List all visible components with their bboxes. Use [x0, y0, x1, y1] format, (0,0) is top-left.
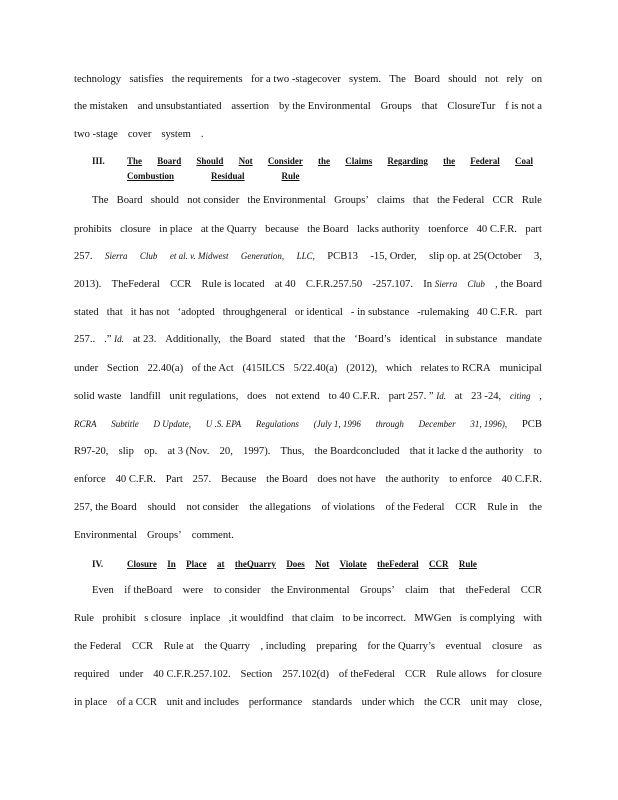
text-segment	[510, 392, 531, 403]
text-segment: 23 -24,	[471, 391, 502, 402]
heading-word: the	[443, 156, 456, 166]
text-segment: 22.40(a)	[147, 363, 184, 374]
citation-italic: LLC,	[296, 251, 315, 261]
text-segment: toenforce	[428, 224, 469, 235]
text-segment: the	[528, 502, 542, 513]
text-segment: not consider	[186, 502, 239, 513]
text-segment: -15, Order,	[370, 251, 417, 262]
citation-italic: Sierra	[434, 279, 458, 289]
text-segment: f is not a	[505, 101, 542, 112]
text-segment: were	[182, 585, 204, 596]
text-segment: Because	[221, 474, 257, 485]
text-line	[74, 130, 542, 141]
text-segment: as	[533, 641, 542, 652]
text-segment: assertion	[231, 101, 270, 112]
text-segment: the Board	[307, 224, 349, 235]
text-segment: performance	[248, 697, 303, 708]
citation-italic: Sierra	[104, 251, 128, 261]
text-segment: that	[412, 195, 429, 206]
text-line	[74, 475, 542, 486]
heading-word: Regarding	[387, 156, 428, 166]
citation-italic: Regulations	[255, 419, 299, 429]
text-segment	[105, 252, 128, 263]
text-segment: close,	[517, 697, 542, 708]
text-segment: does not have	[317, 474, 376, 485]
text-segment: Section	[240, 669, 273, 680]
text-segment	[74, 420, 97, 431]
text-segment: claims	[377, 195, 405, 206]
text-segment: in place	[74, 697, 108, 708]
text-segment: mandate	[506, 334, 542, 345]
text-segment: 40 C.F.R.257.102.	[153, 669, 231, 680]
text-segment: Section	[106, 363, 139, 374]
text-segment	[470, 420, 507, 431]
text-segment: R97-20,	[74, 446, 109, 457]
text-segment: if theBoard	[124, 585, 173, 596]
text-segment: -rulemaking	[417, 307, 469, 318]
text-segment: standards	[311, 697, 352, 708]
heading-word: theFederal	[377, 559, 419, 569]
text-line	[74, 102, 542, 113]
text-line	[92, 586, 542, 597]
heading-word: Combustion	[127, 171, 175, 181]
text-segment: closure	[120, 224, 151, 235]
text-segment: inplace	[189, 613, 221, 624]
text-line	[74, 280, 542, 291]
text-line	[74, 447, 542, 458]
text-segment: comment.	[191, 530, 234, 541]
text-segment: Even	[92, 585, 114, 596]
text-segment: the Environmental	[270, 585, 350, 596]
text-segment: system.	[348, 74, 382, 85]
text-segment: the Board	[266, 474, 308, 485]
heading-word: at	[217, 559, 225, 569]
text-segment: should	[147, 502, 176, 513]
text-segment: relates to RCRA	[420, 363, 491, 374]
text-segment: CCR	[170, 279, 192, 290]
text-segment: theFederal	[465, 585, 511, 596]
text-segment: that	[106, 307, 123, 318]
text-segment: at the Quarry	[200, 224, 257, 235]
text-segment: in substance	[445, 334, 498, 345]
heading-word: Consider	[267, 156, 303, 166]
text-segment: ClosureTur	[447, 101, 496, 112]
citation-italic: through	[375, 419, 404, 429]
text-line	[74, 698, 542, 709]
text-segment: two -stage	[74, 129, 118, 140]
citation-italic: D Update,	[153, 419, 192, 429]
text-segment: Rule allows	[436, 669, 487, 680]
text-segment: 257.102(d)	[282, 669, 330, 680]
text-segment: the Federal	[436, 195, 485, 206]
text-segment: enforce	[74, 474, 106, 485]
text-segment: 40 C.F.R.	[115, 474, 156, 485]
text-segment: on	[531, 74, 542, 85]
text-segment: CCR	[520, 585, 542, 596]
text-segment: the Boardconcluded	[314, 446, 400, 457]
text-segment: (415ILCS	[242, 363, 285, 374]
text-segment: Additionally,	[165, 334, 221, 345]
text-segment: part	[525, 224, 542, 235]
text-segment: Part	[165, 474, 183, 485]
text-segment	[154, 420, 192, 431]
text-segment	[297, 252, 315, 263]
text-segment: 40 C.F.R.	[477, 307, 518, 318]
text-segment: Rule in	[487, 502, 519, 513]
text-segment: stated	[74, 307, 99, 318]
text-segment: Rule is located	[201, 279, 265, 290]
heading-word: Federal	[470, 156, 500, 166]
text-line	[74, 308, 542, 319]
citation-italic: et al. v. Midwest	[169, 251, 229, 261]
text-segment: does	[247, 391, 267, 402]
text-segment: Board	[414, 74, 440, 85]
citation-italic: Club	[467, 279, 485, 289]
text-segment: 257.	[192, 474, 212, 485]
text-segment: Groups	[380, 101, 412, 112]
heading-word: Residual	[211, 171, 245, 181]
text-segment: claim	[405, 585, 429, 596]
text-segment: ,it wouldfind	[228, 613, 284, 624]
text-segment: prohibit	[102, 613, 136, 624]
text-segment: the authority	[385, 474, 440, 485]
text-line	[74, 420, 542, 431]
section-heading-continued	[127, 172, 300, 181]
text-segment: preparing	[316, 641, 357, 652]
text-segment: Groups’	[334, 195, 369, 206]
text-segment: eventual	[445, 641, 482, 652]
heading-word: Not	[315, 559, 330, 569]
text-segment	[419, 420, 456, 431]
text-segment: 40 C.F.R.	[476, 224, 517, 235]
text-segment: the Board	[229, 334, 272, 345]
text-segment: , the Board	[495, 279, 542, 290]
citation-italic: Id.	[436, 391, 446, 401]
text-segment: Environmental	[74, 530, 137, 541]
text-segment: 1997).	[243, 446, 271, 457]
text-segment: landfill	[130, 391, 161, 402]
heading-word: Violate	[339, 559, 367, 569]
text-segment: The	[92, 195, 109, 206]
section-heading	[127, 560, 477, 569]
text-segment: to be incorrect.	[342, 613, 407, 624]
citation-italic: Subtitle	[111, 419, 139, 429]
text-segment: at 23.	[132, 334, 157, 345]
text-line	[74, 225, 542, 236]
text-segment: at	[454, 391, 463, 402]
text-segment: unit and includes	[166, 697, 240, 708]
section-number: III.	[92, 156, 105, 166]
text-segment: lacks authority	[357, 224, 420, 235]
text-segment: unit regulations,	[169, 391, 239, 402]
heading-word: Does	[286, 559, 305, 569]
text-line	[74, 364, 542, 375]
text-segment: op.	[144, 446, 158, 457]
text-segment: required	[74, 669, 110, 680]
text-segment: Rule	[521, 195, 542, 206]
text-segment: 5/22.40(a)	[293, 363, 338, 374]
text-segment: .	[200, 129, 204, 140]
text-segment: technology	[74, 74, 122, 85]
text-segment: 257, the Board	[74, 502, 137, 513]
text-line	[74, 75, 542, 86]
text-segment: Groups’	[360, 585, 395, 596]
citation-italic: Generation,	[240, 251, 285, 261]
text-segment: under	[119, 669, 144, 680]
text-segment: stated	[280, 334, 305, 345]
citation-italic: December	[418, 419, 456, 429]
text-segment: the Federal	[74, 641, 122, 652]
text-segment	[467, 280, 485, 291]
text-segment: ‘adopted	[177, 307, 215, 318]
text-segment: for the Quarry’s	[367, 641, 436, 652]
text-line	[74, 335, 542, 346]
text-line	[74, 531, 542, 542]
text-segment: -257.107.	[372, 279, 413, 290]
text-segment: the Quarry	[204, 641, 250, 652]
text-segment: - in substance	[350, 307, 410, 318]
heading-word: Place	[186, 559, 207, 569]
text-segment: should	[448, 74, 477, 85]
text-segment: unit may	[470, 697, 508, 708]
text-segment	[206, 420, 241, 431]
text-segment: CCR	[492, 195, 514, 206]
text-segment: that the	[313, 334, 346, 345]
text-segment: MWGen	[414, 613, 452, 624]
text-segment: the mistaken	[74, 101, 128, 112]
text-segment: under	[74, 363, 99, 374]
text-segment: to consider	[213, 585, 261, 596]
text-segment: PCB	[521, 419, 542, 430]
heading-word: theQuarry	[234, 559, 276, 569]
text-segment: of violations	[321, 502, 375, 513]
text-segment	[170, 252, 229, 263]
text-segment: 257.	[74, 251, 93, 262]
text-segment: by the Environmental	[278, 101, 371, 112]
text-segment: part	[525, 307, 542, 318]
text-segment: 3,	[533, 251, 542, 262]
text-segment: identical	[399, 334, 437, 345]
text-segment	[140, 252, 158, 263]
text-segment: CCR	[455, 502, 477, 513]
text-segment: the Environmental	[247, 195, 326, 206]
text-segment: slip op. at 25(October	[429, 251, 522, 262]
text-segment: 2013).	[74, 279, 102, 290]
text-segment: , including	[260, 641, 306, 652]
text-segment: slip	[118, 446, 134, 457]
text-line	[74, 503, 542, 514]
text-segment: at 3 (Nov.	[167, 446, 210, 457]
section-heading	[127, 157, 533, 166]
text-segment: Rule at	[163, 641, 194, 652]
citation-italic: Club	[139, 251, 158, 261]
text-segment: in place	[159, 224, 193, 235]
text-segment: closure	[491, 641, 523, 652]
heading-word: Claims	[345, 156, 373, 166]
citation-italic: citing	[509, 391, 531, 401]
text-segment: and unsubstantiated	[137, 101, 222, 112]
text-segment: cover	[127, 129, 152, 140]
text-segment: system	[161, 129, 191, 140]
citation-italic: RCRA	[74, 419, 97, 429]
text-segment: In Sierra	[423, 279, 458, 290]
text-segment: CCR	[404, 669, 427, 680]
text-segment: TheFederal	[111, 279, 160, 290]
text-segment: prohibits	[74, 224, 112, 235]
heading-word: the	[318, 156, 331, 166]
text-segment: to enforce	[449, 474, 492, 485]
text-segment: not extend	[275, 391, 320, 402]
heading-word: The	[127, 156, 143, 166]
text-segment: not consider	[187, 195, 240, 206]
heading-word: In	[167, 559, 176, 569]
text-segment: .” Id.	[104, 334, 124, 345]
text-line	[74, 252, 542, 263]
text-segment: Rule	[74, 613, 95, 624]
text-segment	[256, 420, 299, 431]
text-segment: under which	[361, 697, 415, 708]
text-segment: Groups’	[146, 530, 182, 541]
text-line	[74, 392, 542, 403]
text-line	[74, 670, 542, 681]
text-segment: which	[385, 363, 412, 374]
text-segment: ‘Board’s	[354, 334, 391, 345]
heading-word: Board	[157, 156, 182, 166]
text-line	[74, 614, 542, 625]
citation-italic: U .S. EPA	[205, 419, 242, 429]
text-segment: that claim	[291, 613, 334, 624]
text-segment	[111, 420, 139, 431]
text-segment: Board	[116, 195, 143, 206]
heading-word: Not	[238, 156, 253, 166]
section-number: IV.	[92, 559, 104, 569]
text-segment: of a CCR	[116, 697, 157, 708]
text-segment: or identical	[294, 307, 343, 318]
text-segment: 40 C.F.R.	[501, 474, 542, 485]
text-segment: of the Act	[191, 363, 234, 374]
text-segment: for closure	[496, 669, 542, 680]
text-segment: CCR	[131, 641, 154, 652]
text-segment: Thus,	[280, 446, 305, 457]
citation-italic: Id.	[114, 334, 124, 344]
text-segment: ,	[539, 391, 542, 402]
heading-word: Rule	[458, 559, 477, 569]
heading-word: CCR	[429, 559, 449, 569]
text-segment: should	[150, 195, 179, 206]
text-line	[74, 642, 542, 653]
citation-italic: 31, 1996),	[470, 419, 508, 429]
text-segment: the requirements	[171, 74, 243, 85]
text-segment: 257..	[74, 334, 96, 345]
text-segment	[376, 420, 404, 431]
text-segment: to 40 C.F.R.	[328, 391, 380, 402]
text-segment: with	[523, 613, 542, 624]
heading-word: Closure	[127, 559, 157, 569]
heading-word: Should	[196, 156, 224, 166]
text-segment: not	[484, 74, 499, 85]
citation-italic: (July 1, 1996	[313, 419, 361, 429]
text-segment: 20,	[219, 446, 233, 457]
text-segment: because	[265, 224, 299, 235]
text-segment: (2012),	[346, 363, 378, 374]
text-segment: for a two -stagecover	[250, 74, 341, 85]
text-segment: is complying	[459, 613, 515, 624]
text-segment: municipal	[499, 363, 542, 374]
text-segment: throughgeneral	[222, 307, 287, 318]
text-segment: of the Federal	[385, 502, 445, 513]
text-segment: C.F.R.257.50	[305, 279, 363, 290]
heading-word: Coal	[514, 156, 533, 166]
text-segment: The	[389, 74, 406, 85]
text-segment: rely	[506, 74, 524, 85]
text-line	[92, 196, 542, 207]
text-segment: that it lacke d the authority	[409, 446, 524, 457]
text-segment	[241, 252, 284, 263]
text-segment: that	[439, 585, 456, 596]
text-segment: satisfies	[129, 74, 164, 85]
text-segment: to	[533, 446, 542, 457]
text-segment: s closure	[144, 613, 182, 624]
text-segment: part 257. ” Id.	[388, 391, 446, 402]
text-segment: at 40	[274, 279, 296, 290]
text-segment: of theFederal	[338, 669, 396, 680]
text-segment: the CCR	[424, 697, 461, 708]
text-segment: the allegations	[249, 502, 311, 513]
text-segment: solid waste	[74, 391, 122, 402]
text-segment: that	[421, 101, 438, 112]
text-segment: it has not	[130, 307, 170, 318]
text-segment	[314, 420, 361, 431]
heading-word: Rule	[281, 171, 300, 181]
text-segment: PCB13	[327, 251, 358, 262]
